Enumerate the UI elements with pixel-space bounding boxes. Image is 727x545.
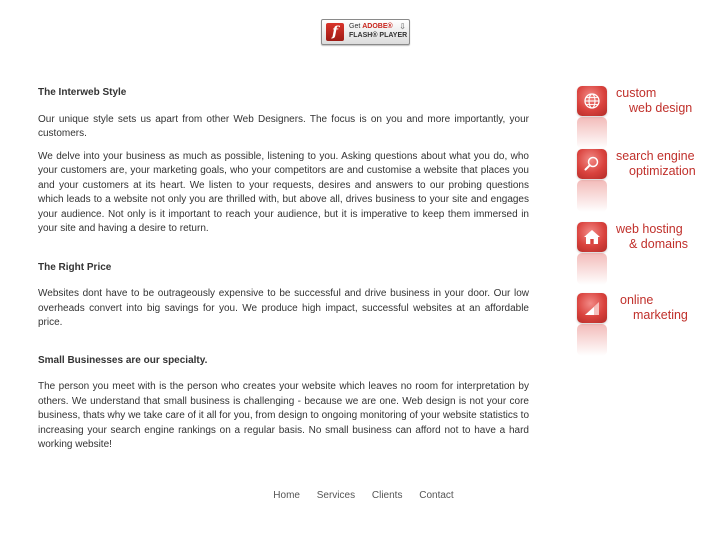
service-line1: web hosting: [616, 222, 683, 236]
small-business-paragraph: The person you meet with is the person who creates your website which leaves no room for interpretation by others. We understand that small business is challenging - because we are one. Web design is not your core business, thats why we take care of it all for you, from design to ongoing monitoring of your website statistics to increasing your search engine rankings on a regular basis. No small business can afford not to have a hard working website!: [38, 381, 529, 450]
flash-logo-icon: f: [326, 23, 344, 41]
nav-link-services[interactable]: Services: [316, 490, 356, 501]
nav-link-home[interactable]: Home: [273, 490, 300, 501]
service-line2: & domains: [629, 237, 689, 251]
service-link-web-hosting[interactable]: [573, 222, 723, 292]
service-line1: online: [620, 293, 654, 307]
flash-badge-brand-text: ADOBE®: [362, 23, 393, 30]
service-line1: search engine: [616, 149, 695, 163]
footer-nav: [0, 490, 727, 501]
section-heading-right-price: The Right Price: [38, 261, 112, 273]
nav-link-contact[interactable]: Contact: [419, 490, 454, 501]
section-heading-interweb-style: The Interweb Style: [38, 87, 127, 98]
price-paragraph: Websites dont have to be outrageously expensive to be successful and drive business in your door. Our low overheads convert into big savings for you. We produce high impact, successful websites at an affordable price.: [38, 288, 529, 328]
service-link-custom-web-design[interactable]: [573, 86, 723, 156]
icon-reflection: [577, 253, 607, 285]
icon-reflection: [577, 324, 607, 356]
section-heading-small-business: Small Businesses are our specialty.: [38, 354, 208, 366]
magnifier-icon: [577, 149, 607, 179]
service-link-seo[interactable]: [573, 149, 723, 219]
service-line2: web design: [629, 101, 693, 115]
download-arrow-icon: ⇩: [399, 22, 406, 31]
house-icon: [577, 222, 607, 252]
globe-icon: [577, 86, 607, 116]
nav-link-clients[interactable]: Clients: [371, 490, 403, 501]
icon-reflection: [577, 117, 607, 149]
service-line2: optimization: [629, 164, 696, 178]
flash-badge-product-text: FLASH® PLAYER: [349, 32, 408, 39]
growth-chart-icon: [577, 293, 607, 323]
flash-badge-get-text: Get: [349, 23, 361, 30]
intro-paragraph: Our unique style sets us apart from other Web Designers. The focus is on you and more importantly, your customers.: [38, 113, 529, 139]
service-line2: marketing: [633, 308, 688, 322]
service-line1: custom: [616, 86, 657, 100]
service-link-online-marketing[interactable]: [573, 293, 723, 363]
get-flash-player-badge[interactable]: [321, 19, 410, 45]
icon-reflection: [577, 180, 607, 212]
main-content: [38, 86, 529, 453]
delve-paragraph: We delve into your business as much as possible, listening to you. Asking questions about what you do, who your customers are, your marketing goals, who your competitors are and customise a website that places you and your customers at its heart. We listen to your requests, desires and answers to our probing questions which leads to a website not only you are thrilled with, but above all, drives business to your site and engages your audience. Not only is it important to reach your audience, but it is imperative to keep them immersed in your site and having a desire to return.: [38, 150, 529, 234]
